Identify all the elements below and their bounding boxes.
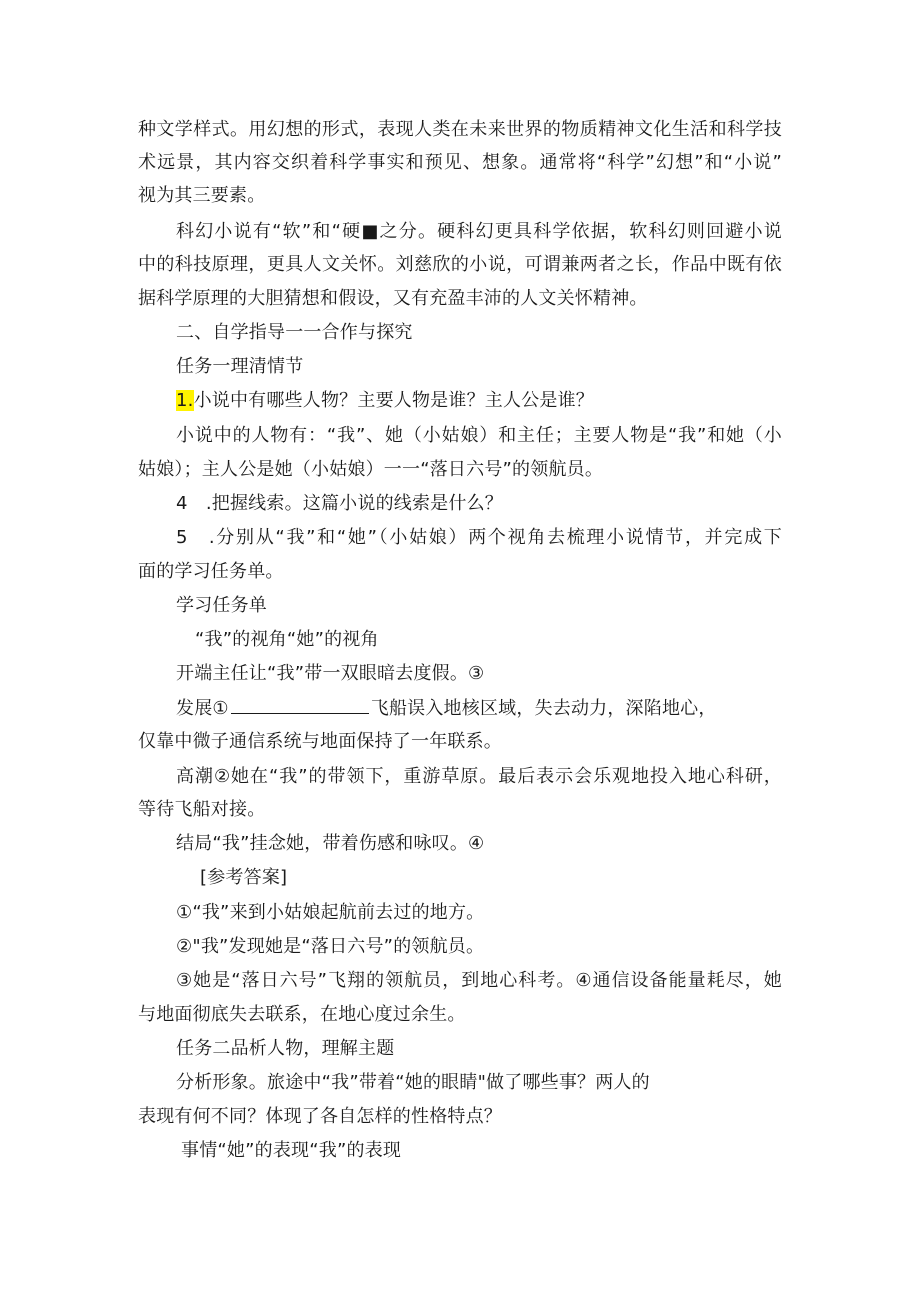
answer-line: 姑娘）；主人公是她（小姑娘）一一“落日六号”的领航员。 [138,459,604,480]
worksheet-row-develop [176,696,717,721]
worksheet-title: 学习任务单 [176,595,267,616]
task-heading: 任务一理清情节 [176,356,304,377]
question-5: 5 .分别从“我”和“她”（小姑娘）两个视角去梳理小说情节，并完成下 [176,527,782,548]
worksheet-row-climax-cont: 等待飞船对接。 [138,799,266,820]
worksheet-row-develop-cont: 仅靠中微子通信系统与地面保持了一年联系。 [138,731,502,752]
worksheet-row-climax: 高潮②她在“我”的带领下，重游草原。最后表示会乐观地投入地心科研， [176,766,782,787]
question-4: 4 .把握线索。这篇小说的线索是什么？ [176,493,503,514]
fill-in-blank [231,696,369,714]
paragraph-line: 种文学样式。用幻想的形式，表现人类在未来世界的物质精神文化生活和科学技 [138,119,782,140]
task-heading: 任务二品析人物，理解主题 [176,1038,395,1059]
row-label: 发展① [176,698,229,719]
worksheet-row-end: 结局“我”挂念她，带着伤感和咏叹。④ [176,833,485,854]
highlighted-number: 1. [176,390,194,411]
question-text: 小说中有哪些人物？主要人物是谁？主人公是谁？ [193,390,594,411]
question-line: 分析形象。旅途中“我”带着“她的眼睛"做了哪些事？两人的 [176,1072,650,1093]
worksheet-header: “我”的视角“她”的视角 [195,629,379,650]
paragraph-line: 中的科技原理，更具人文关怀。刘慈欣的小说，可谓兼两者之长，作品中既有依 [138,254,782,275]
question-line: 表现有何不同？体现了各自怎样的性格特点？ [138,1106,502,1127]
paragraph-line: 据科学原理的大胆猜想和假设，又有充盈丰沛的人文关怀精神。 [138,288,648,309]
row-text: 飞船误入地核区域，失去动力，深陷地心， [370,698,717,719]
answer-line: 小说中的人物有：“我”、她（小姑娘）和主任；主要人物是“我”和她（小 [176,425,782,446]
answer-line: 与地面彻底失去联系，在地心度过余生。 [138,1004,466,1025]
paragraph-line: 面的学习任务单。 [138,561,284,582]
answer-line: ①“我”来到小姑娘起航前去过的地方。 [176,902,485,923]
section-heading: 二、自学指导一一合作与探究 [176,322,413,343]
reference-answer-heading: [参考答案] [200,867,288,888]
question-1 [176,389,594,413]
answer-line: ②"我”发现她是“落日六号”的领航员。 [176,936,485,957]
worksheet-row-start: 开端主任让“我”带一双眼暗去度假。③ [176,663,485,684]
paragraph-line: 视为其三要素。 [138,185,266,206]
paragraph-line: 术远景，其内容交织着科学事实和预见、想象。通常将“科学”幻想”和“小说” [138,152,782,173]
table-header-line: 事情“她”的表现“我”的表现 [181,1140,402,1161]
paragraph-line: 科幻小说有“软”和“硬■之分。硬科幻更具科学依据，软科幻则回避小说 [176,221,782,242]
answer-line: ③她是“落日六号”飞翔的领航员，到地心科考。④通信设备能量耗尽，她 [176,970,782,991]
